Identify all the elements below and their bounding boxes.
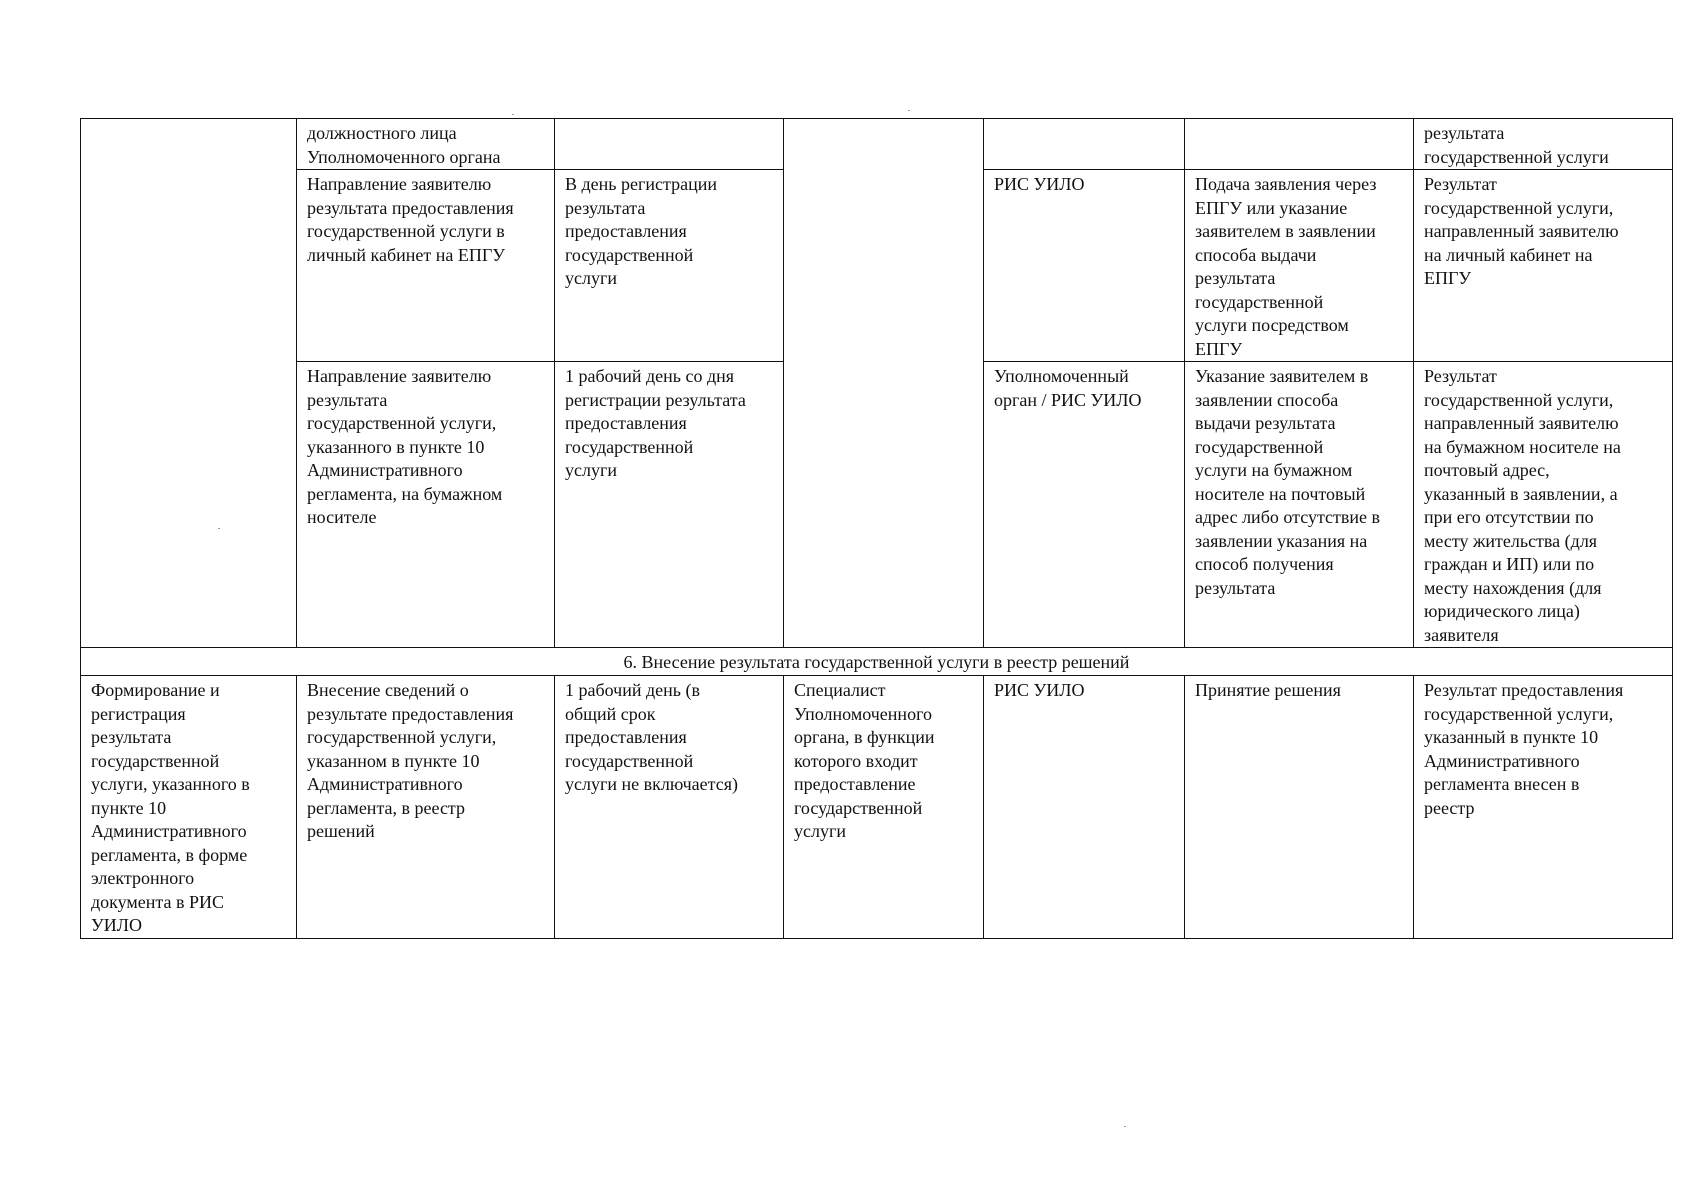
table-cell: Формирование и регистрация результата государственной услуги, указанного в пункте 10 Административного регламента, в форме электронного документа в РИС УИЛО <box>81 676 297 939</box>
table-cell: Указание заявителем в заявлении способа выдачи результата государственной услуги на бумажном носителе на почтовый адрес либо отсутствие в заявлении указания на способ получения результата <box>1185 362 1414 648</box>
table-cell: результата государственной услуги <box>1414 119 1673 170</box>
scan-speck <box>1124 1126 1126 1127</box>
scan-speck <box>512 114 514 115</box>
scan-speck <box>908 110 910 111</box>
scan-speck <box>218 528 220 529</box>
table-cell: Направление заявителю результата государственной услуги, указанного в пункте 10 Административного регламента, на бумажном носителе <box>297 362 555 648</box>
table-cell: 1 рабочий день (в общий срок предоставления государственной услуги не включается) <box>555 676 784 939</box>
table-cell: Внесение сведений о результате предоставления государственной услуги, указанном в пункте 10 Административного регламента, в реестр решений <box>297 676 555 939</box>
table-cell: Принятие решения <box>1185 676 1414 939</box>
table-cell-empty <box>984 119 1185 170</box>
table-cell-empty <box>555 119 784 170</box>
table-cell: Уполномоченный орган / РИС УИЛО <box>984 362 1185 648</box>
table-cell: В день регистрации результата предоставления государственной услуги <box>555 170 784 362</box>
regulation-table <box>80 118 1673 939</box>
table-cell-empty <box>784 119 984 648</box>
section-heading: 6. Внесение результата государственной услуги в реестр решений <box>81 648 1673 676</box>
section-heading-row <box>81 648 1673 676</box>
table-row <box>81 676 1673 939</box>
table-cell: должностного лица Уполномоченного органа <box>297 119 555 170</box>
table-cell: Результат государственной услуги, направленный заявителю на бумажном носителе на почтовый адрес, указанный в заявлении, а при его отсутствии по месту жительства (для граждан и ИП) или по месту нахождения (для юридического лица) заявителя <box>1414 362 1673 648</box>
table-cell: Результат государственной услуги, направленный заявителю на личный кабинет на ЕПГУ <box>1414 170 1673 362</box>
table-cell: Подача заявления через ЕПГУ или указание заявителем в заявлении способа выдачи результата государственной услуги посредством ЕПГУ <box>1185 170 1414 362</box>
table-cell: Специалист Уполномоченного органа, в функции которого входит предоставление государственной услуги <box>784 676 984 939</box>
table-row <box>81 119 1673 170</box>
table-cell: Направление заявителю результата предоставления государственной услуги в личный кабинет на ЕПГУ <box>297 170 555 362</box>
table-cell: РИС УИЛО <box>984 676 1185 939</box>
table-cell: РИС УИЛО <box>984 170 1185 362</box>
table-cell-empty <box>1185 119 1414 170</box>
table-cell: Результат предоставления государственной услуги, указанный в пункте 10 Административного регламента внесен в реестр <box>1414 676 1673 939</box>
table-cell-empty <box>81 119 297 648</box>
table-cell: 1 рабочий день со дня регистрации результата предоставления государственной услуги <box>555 362 784 648</box>
